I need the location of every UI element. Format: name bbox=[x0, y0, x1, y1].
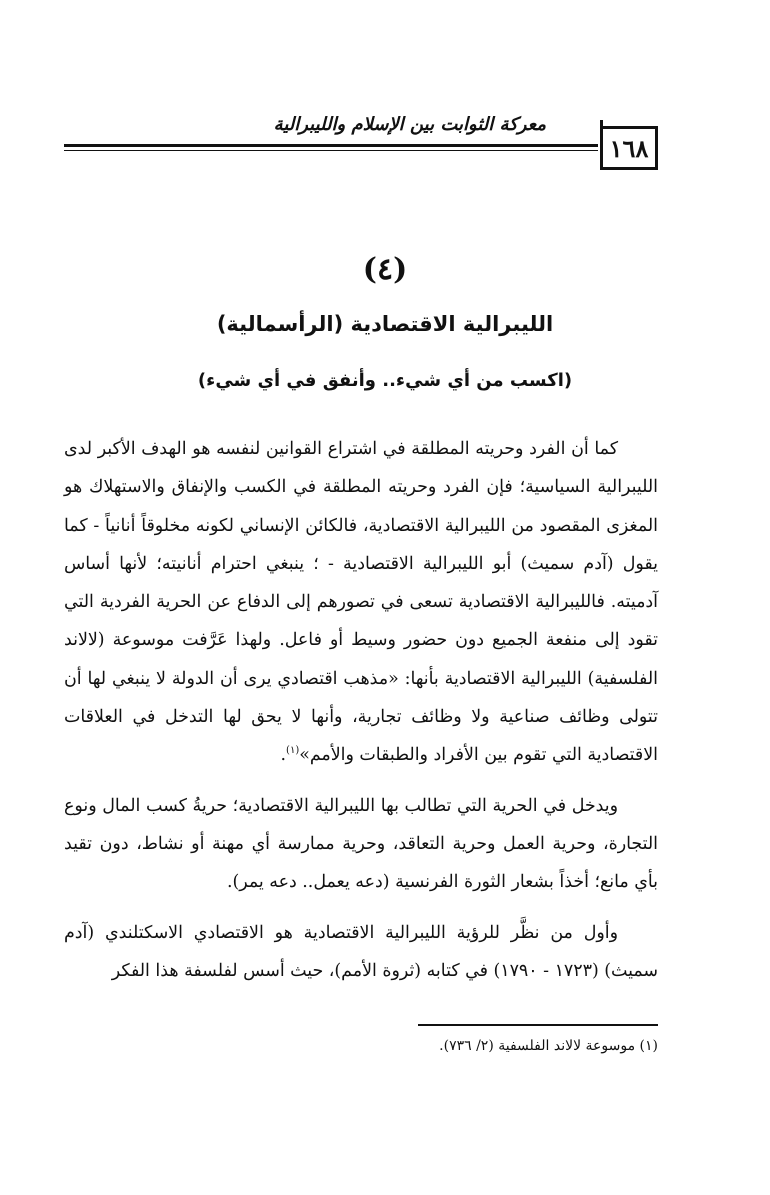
footnote: (١) موسوعة لالاند الفلسفية (٢/ ٧٣٦). bbox=[439, 1038, 658, 1054]
paragraph-text: ويدخل في الحرية التي تطالب بها الليبرالية الاقتصادية؛ حريةُ كسب المال ونوع التجارة، وحرية العمل وحرية التعاقد، وحرية ممارسة أي مهنة أو نشاط، دون تقيد بأي مانع؛ أخذاً بشعار الثورة الفرنسية (دعه يعمل.. دعه يمر). bbox=[64, 795, 658, 893]
footnote-separator bbox=[418, 1024, 658, 1026]
chapter-subtitle: (اكسب من أي شيء.. وأنفق في أي شيء) bbox=[197, 370, 573, 391]
paragraph bbox=[64, 914, 658, 991]
running-title: معركة الثوابت بين الإسلام والليبرالية bbox=[273, 114, 546, 135]
paragraph-tail: . bbox=[280, 745, 287, 766]
body-text bbox=[64, 430, 658, 1002]
paragraph-text: كما أن الفرد وحريته المطلقة في اشتراع القوانين لنفسه هو الهدف الأكبر لدى الليبرالية السياسية؛ فإن الفرد وحريته المطلقة في الكسب والإنفاق والاستهلاك هو المغزى المقصود من الليبرالية الاقتصادية، فالكائن الإنساني لكونه مخلوقاً أنانياً - كما يقول (آدم سميث) أبو الليبرالية الاقتصادية - ؛ ينبغي احترام أنانيته؛ لأنها أساس آدميته. فالليبرالية الاقتصادية تسعى في تصورهم إلى الدفاع عن الحرية الفردية التي تقود إلى منفعة الجميع دون حضور وسيط أو فاعل. ولهذا عَرَّفت موسوعة (لالاند الفلسفية) الليبرالية الاقتصادية بأنها: «مذهب اقتصادي يرى أن الدولة لا ينبغي لها أن تتولى وظائف صناعية ولا وظائف تجارية، وأنها لا يحق لها التدخل في العلاقات الاقتصادية التي تقوم بين الأفراد والطبقات والأمم» bbox=[64, 439, 658, 766]
paragraph bbox=[64, 430, 658, 775]
page-header bbox=[64, 100, 658, 180]
chapter-title: الليبرالية الاقتصادية (الرأسمالية) bbox=[216, 312, 554, 336]
paragraph bbox=[64, 787, 658, 902]
footnote-reference: (١) bbox=[286, 745, 300, 757]
paragraph-text: وأول من نظَّر للرؤية الليبرالية الاقتصادية هو الاقتصادي الاسكتلندي (آدم سميث) (١٧٢٣ - ١٧٩٠) في كتابه (ثروة الأمم)، حيث أسس لفلسفة هذا الفكر bbox=[64, 922, 658, 981]
page-number: ١٦٨ bbox=[600, 126, 658, 170]
header-rule-thin bbox=[64, 150, 598, 151]
header-rule-thick bbox=[64, 144, 598, 147]
chapter-number: (٤) bbox=[362, 252, 408, 287]
